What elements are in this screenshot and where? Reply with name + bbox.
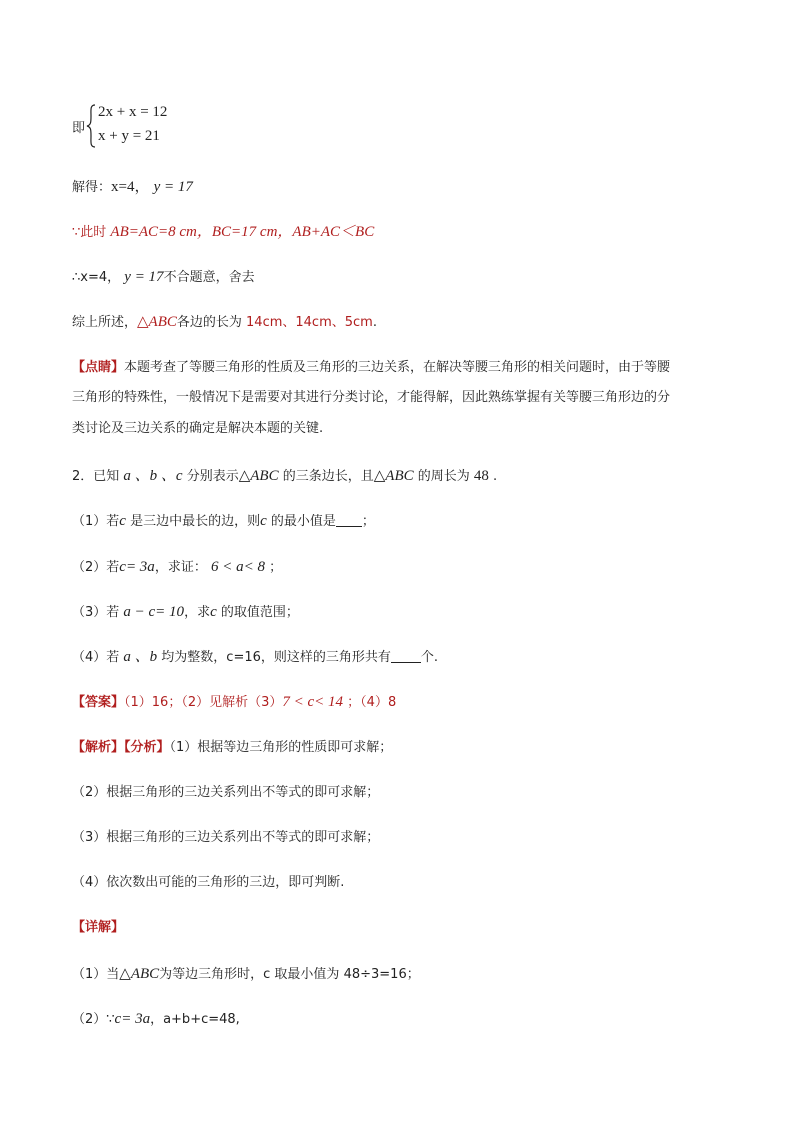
solve-line: 解得：x=4， y = 17 [72,179,193,195]
question-4: （4）若 a 、b 均为整数，c=16，则这样的三角形共有 个. [72,649,439,665]
system-lead: 即 [72,121,86,136]
answer-blank-1[interactable] [336,512,362,527]
comment-tag: 【点睛】 [72,360,125,375]
answer-blank-4[interactable] [391,648,421,663]
analysis-line-1: 【解析】【分析】（1）根据等边三角形的性质即可求解； [72,740,393,755]
problem-2-statement: 2．已知 a 、b 、c 分别表示△ABC 的三条边长，且△ABC 的周长为 48 . [72,468,498,484]
because-line: ∵此时 AB=AC=8 cm，BC=17 cm，AB+AC＜BC [72,224,375,240]
analysis-tag: 【解析】【分析】 [72,740,170,755]
detail-line-1: （1）当△ABC为等边三角形时，c 取最小值为 48÷3=16； [72,966,420,982]
question-2: （2）若c= 3a，求证： 6 < a< 8 ； [72,559,283,575]
analysis-line-4: （4）依次数出可能的三角形的三边，即可判断. [72,875,345,890]
therefore-line: ∴x=4， y = 17不合题意，舍去 [72,269,255,285]
question-3: （3）若 a − c= 10，求c 的取值范围； [72,604,299,620]
comment-line-3: 类讨论及三边关系的确定是解决本题的关键. [72,421,324,436]
detail-tag: 【详解】 [72,920,125,935]
equation-2: x + y = 21 [98,128,160,144]
analysis-line-2: （2）根据三角形的三边关系列出不等式的即可求解； [72,785,380,800]
detail-line-2: （2）∵c= 3a，a+b+c=48, [72,1011,240,1027]
equation-1: 2x + x = 12 [98,104,168,120]
comment-line-2: 三角形的特殊性，一般情况下是需要对其进行分类讨论，才能得解，因此熟练掌握有关等腰三角形边的分 [72,390,671,405]
question-1: （1）若c 是三边中最长的边，则c 的最小值是 ； [72,513,375,529]
conclusion-line: 综上所述，△ABC各边的长为 14cm、14cm、5cm. [72,314,377,330]
analysis-line-3: （3）根据三角形的三边关系列出不等式的即可求解； [72,830,380,845]
left-brace-icon [86,104,96,148]
answer-line: 【答案】（1）16；（2）见解析（3）7 < c< 14 ；（4）8 [72,694,397,710]
answer-tag: 【答案】 [72,695,125,710]
comment-line-1: 【点睛】本题考查了等腰三角形的性质及三角形的三边关系，在解决等腰三角形的相关问题时，由于等腰 [72,360,671,375]
